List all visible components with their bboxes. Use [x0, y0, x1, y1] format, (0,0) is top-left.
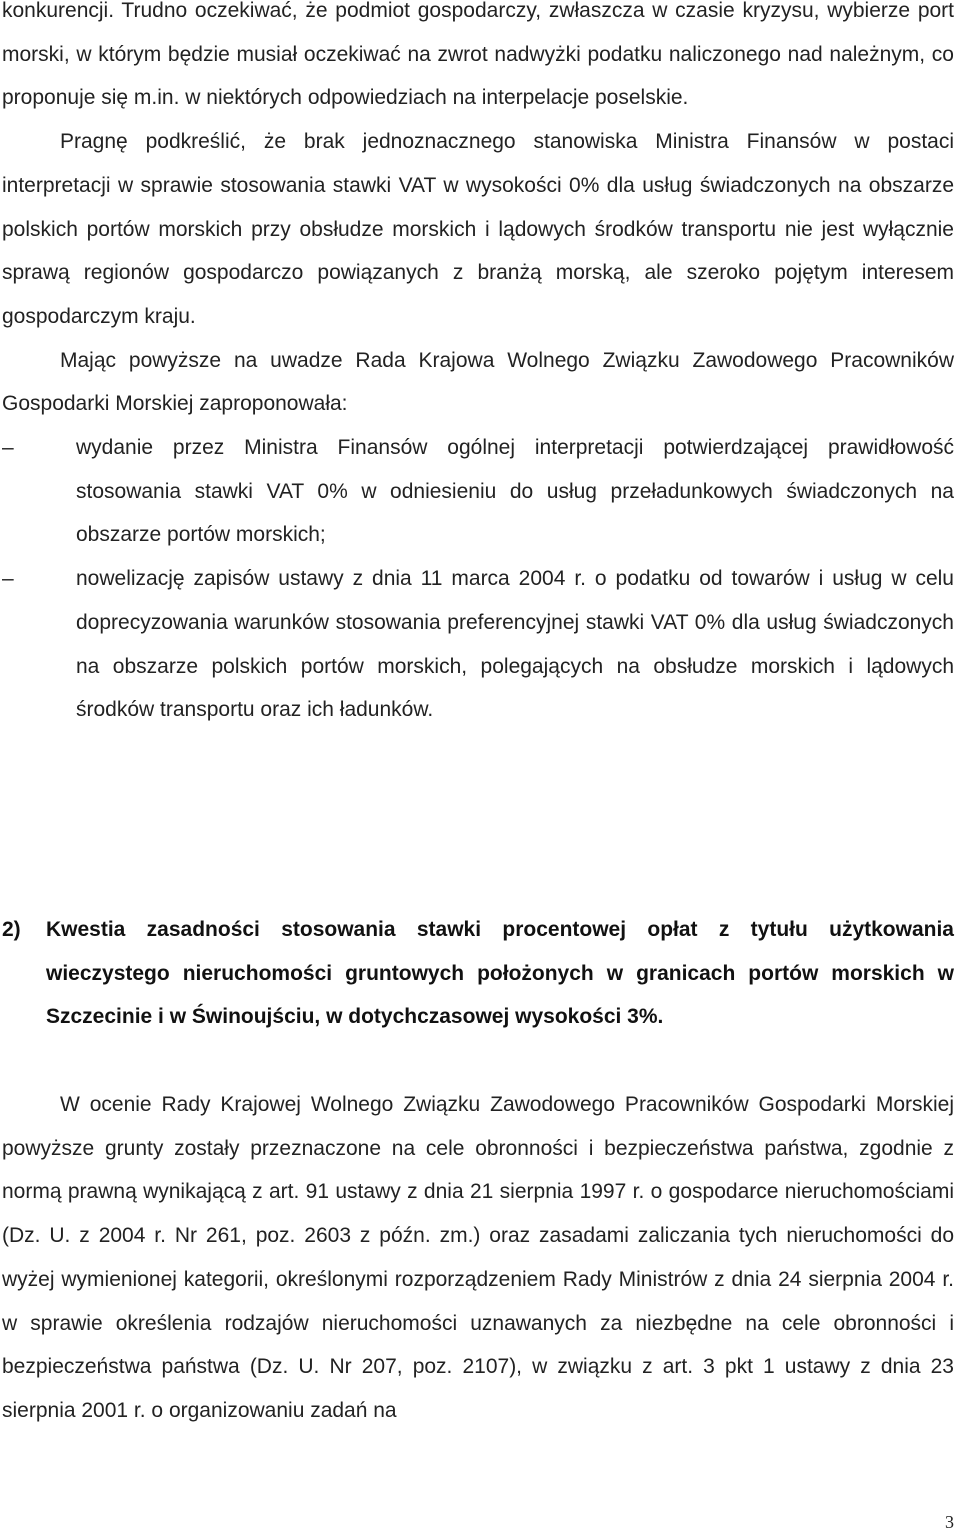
section-heading-text: Kwestia zasadności stosowania stawki procentowej opłat z tytułu użytkowania wieczystego nieruchomości gruntowych położonych w granicach portów morskich w Szczecinie i w Świnoujściu, w dotychczasowej wysokości 3%. [46, 918, 954, 1029]
list-item-text: wydanie przez Ministra Finansów ogólnej interpretacji potwierdzającej prawidłowość stosowania stawki VAT 0% w odniesieniu do usług przeładunkowych świadczonych na obszarze portów morskich; [76, 436, 954, 547]
intro-paragraph: konkurencji. Trudno oczekiwać, że podmiot gospodarczy, zwłaszcza w czasie kryzysu, wybierze port morski, w którym będzie musiał oczekiwać na zwrot nadwyżki podatku naliczonego nad należnym, co proponuje się m.in. w niektórych odpowiedziach na interpelacje poselskie. [2, 0, 954, 110]
list-item-text: nowelizację zapisów ustawy z dnia 11 marca 2004 r. o podatku od towarów i usług w celu doprecyzowania warunków stosowania preferencyjnej stawki VAT 0% dla usług świadczonych na obszarze polskich portów morskich, polegających na obsłudze morskich i lądowych środków transportu oraz ich ładunków. [76, 567, 954, 722]
body-text-top [2, 0, 954, 732]
section-heading [2, 908, 954, 1039]
page-number: 3 [945, 1512, 954, 1532]
paragraph-council-assessment: W ocenie Rady Krajowej Wolnego Związku Zawodowego Pracowników Gospodarki Morskiej powyższe grunty zostały przeznaczone na cele obronności i bezpieczeństwa państwa, zgodnie z normą prawną wynikającą z art. 91 ustawy z dnia 21 sierpnia 1997 r. o gospodarce nieruchomościami (Dz. U. z 2004 r. Nr 261, poz. 2603 z późn. zm.) oraz zasadami zaliczania tych nieruchomości do wyżej wymienionej kategorii, określonymi rozporządzeniem Rady Ministrów z dnia 24 sierpnia 2004 r. w sprawie określenia rodzajów nieruchomości uznawanych za niezbędne na cele obronności i bezpieczeństwa państwa (Dz. U. Nr 207, poz. 2107), w związku z art. 3 pkt 1 ustawy z dnia 23 sierpnia 2001 r. o organizowaniu zadań na [2, 1093, 954, 1422]
dash-bullet: – [2, 436, 14, 460]
section-number: 2) [2, 918, 21, 941]
list-item [2, 426, 954, 557]
proposal-list [2, 426, 954, 732]
list-item [2, 557, 954, 732]
paragraph-council-proposal: Mając powyższe na uwadze Rada Krajowa Wolnego Związku Zawodowego Pracowników Gospodarki Morskiej zaproponowała: [2, 348, 954, 416]
dash-bullet: – [2, 567, 14, 591]
paragraph-minister-position: Pragnę podkreślić, że brak jednoznacznego stanowiska Ministra Finansów w postaci interpretacji w sprawie stosowania stawki VAT w wysokości 0% dla usług świadczonych na obszarze polskich portów morskich przy obsłudze morskich i lądowych środków transportu nie jest wyłącznie sprawą regionów gospodarczo powiązanych z branżą morską, ale szeroko pojętym interesem gospodarczym kraju. [2, 130, 954, 328]
body-text-bottom [2, 1083, 954, 1433]
